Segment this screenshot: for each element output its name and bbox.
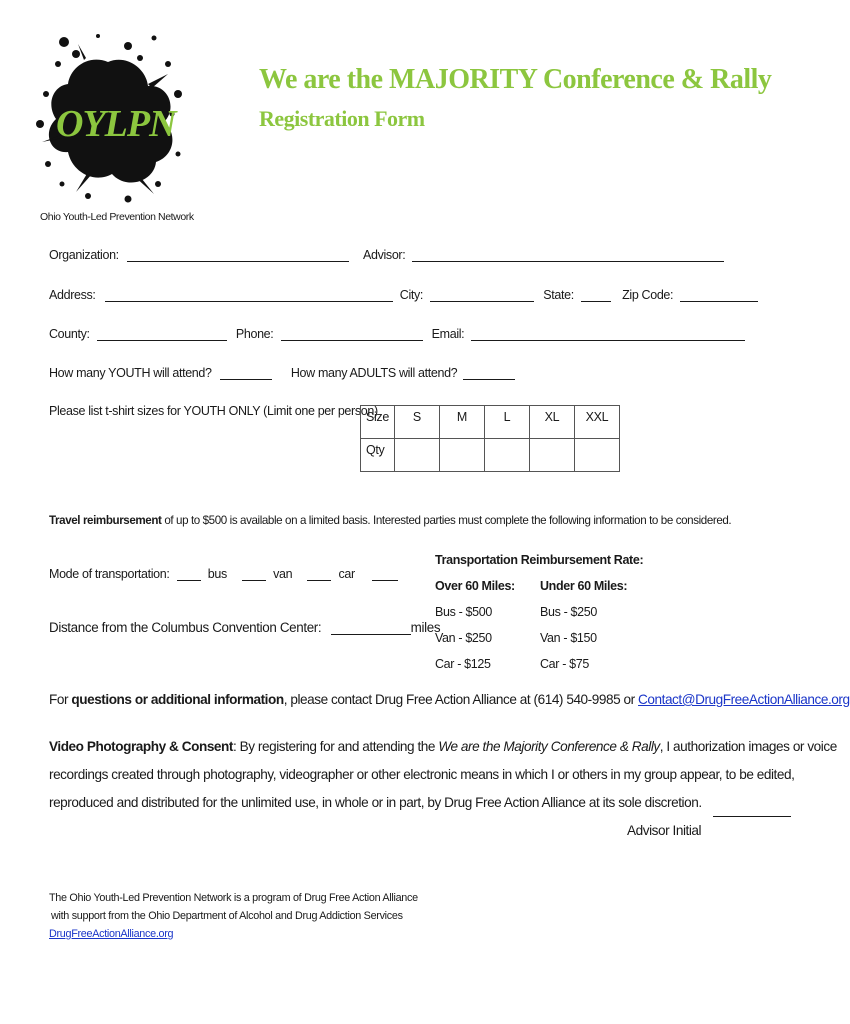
footer-link[interactable]: DrugFreeActionAlliance.org: [49, 928, 174, 940]
zip-label: Zip Code:: [622, 288, 674, 302]
adults-label: How many ADULTS will attend?: [290, 366, 458, 380]
consent-line-3: [49, 789, 791, 817]
contact-prefix: For: [49, 692, 72, 707]
bus-label: bus: [207, 567, 227, 581]
size-header: Size: [361, 406, 395, 439]
distance-row: [49, 620, 440, 635]
van-field[interactable]: [242, 567, 266, 581]
logo-network-name: Ohio Youth-Led Prevention Network: [40, 211, 194, 223]
consent-line-2: recordings created through photography, videographer or other electronic means in which I or others in my group appear, to be edited,: [49, 767, 795, 782]
address-label: Address:: [49, 288, 96, 302]
page-title: We are the MAJORITY Conference & Rally: [259, 64, 772, 95]
travel-text: of up to $500 is available on a limited basis. Interested parties must complete the following information to be considered.: [161, 514, 732, 527]
youth-label: How many YOUTH will attend?: [49, 366, 212, 380]
rate-title: Transportation Reimbursement Rate:: [435, 553, 644, 567]
mode-label: Mode of transportation:: [49, 567, 170, 581]
qty-label: Qty: [361, 439, 395, 472]
consent-text-3: reproduced and distributed for the unlimited use, in whole or in part, by Drug Free Action Alliance at its sole discretion.: [49, 795, 702, 810]
advisor-initial-label: Advisor Initial: [627, 823, 702, 838]
advisor-initial-field[interactable]: [713, 802, 791, 817]
state-label: State:: [543, 288, 574, 302]
bus-field[interactable]: [177, 567, 201, 581]
rate-over-car: Car - $125: [435, 657, 491, 671]
travel-bold: Travel reimbursement: [49, 514, 162, 527]
state-field[interactable]: [581, 288, 611, 302]
distance-label: Distance from the Columbus Convention Center:: [49, 620, 322, 635]
youth-count-field[interactable]: [220, 366, 272, 380]
qty-row: [361, 439, 620, 472]
size-header-row: [361, 406, 620, 439]
city-label: City:: [399, 288, 424, 302]
adults-count-field[interactable]: [463, 366, 515, 380]
page-subtitle: Registration Form: [259, 106, 425, 131]
consent-text-a: : By registering for and attending the: [232, 739, 439, 754]
footer-line-1: The Ohio Youth-Led Prevention Network is a program of Drug Free Action Alliance: [49, 892, 418, 904]
rate-under-car: Car - $75: [540, 657, 589, 671]
county-row: [49, 327, 745, 341]
qty-s-cell[interactable]: [394, 439, 439, 472]
phone-field[interactable]: [281, 327, 423, 341]
attendance-row: [49, 366, 515, 380]
logo-acronym: OYLPN: [56, 103, 176, 145]
car-field[interactable]: [307, 567, 331, 581]
email-field[interactable]: [471, 327, 745, 341]
qty-l-cell[interactable]: [484, 439, 529, 472]
size-m: M: [439, 406, 484, 439]
consent-line-1: [49, 733, 837, 761]
oylpn-logo: [28, 24, 194, 224]
consent-italic: We are the Majority Conference & Rally: [438, 739, 660, 754]
contact-line: [49, 686, 850, 714]
organization-label: Organization:: [49, 248, 119, 262]
mode-row: [49, 567, 398, 581]
distance-field[interactable]: [331, 620, 411, 635]
tshirt-size-table: [360, 405, 620, 472]
rate-over-van: Van - $250: [435, 631, 492, 645]
size-xxl: XXL: [574, 406, 619, 439]
rate-over-header: Over 60 Miles:: [435, 579, 515, 593]
qty-xxl-cell[interactable]: [574, 439, 619, 472]
organization-field[interactable]: [127, 248, 349, 262]
contact-middle: , please contact Drug Free Action Alliance at (614) 540-9985 or: [283, 692, 639, 707]
van-label: van: [273, 567, 293, 581]
county-label: County:: [49, 327, 90, 341]
zip-field[interactable]: [680, 288, 758, 302]
county-field[interactable]: [97, 327, 227, 341]
rate-under-header: Under 60 Miles:: [540, 579, 628, 593]
consent-text-b: , I authorization images or voice: [659, 739, 837, 754]
footer-line-2: with support from the Ohio Department of Alcohol and Drug Addiction Services: [51, 910, 403, 922]
rate-under-van: Van - $150: [540, 631, 597, 645]
phone-label: Phone:: [235, 327, 274, 341]
qty-m-cell[interactable]: [439, 439, 484, 472]
rate-over-bus: Bus - $500: [435, 605, 492, 619]
car-label: car: [338, 567, 355, 581]
address-row: [49, 288, 758, 302]
miles-label: miles: [410, 620, 441, 635]
contact-bold: questions or additional information: [71, 692, 284, 707]
car-extra-field[interactable]: [372, 567, 398, 581]
advisor-field[interactable]: [412, 248, 724, 262]
consent-bold: Video Photography & Consent: [49, 739, 233, 754]
size-l: L: [484, 406, 529, 439]
contact-email-link[interactable]: Contact@DrugFreeActionAlliance.org: [638, 692, 850, 707]
size-xl: XL: [529, 406, 574, 439]
advisor-label: Advisor:: [363, 248, 406, 262]
size-s: S: [394, 406, 439, 439]
rate-under-bus: Bus - $250: [540, 605, 597, 619]
email-label: Email:: [431, 327, 465, 341]
travel-note: [49, 514, 731, 527]
qty-xl-cell[interactable]: [529, 439, 574, 472]
tshirt-label: Please list t-shirt sizes for YOUTH ONLY (Limit one per person): [49, 404, 378, 418]
advisor-row: [363, 248, 724, 262]
city-field[interactable]: [430, 288, 534, 302]
organization-row: [49, 248, 349, 262]
address-field[interactable]: [105, 288, 393, 302]
